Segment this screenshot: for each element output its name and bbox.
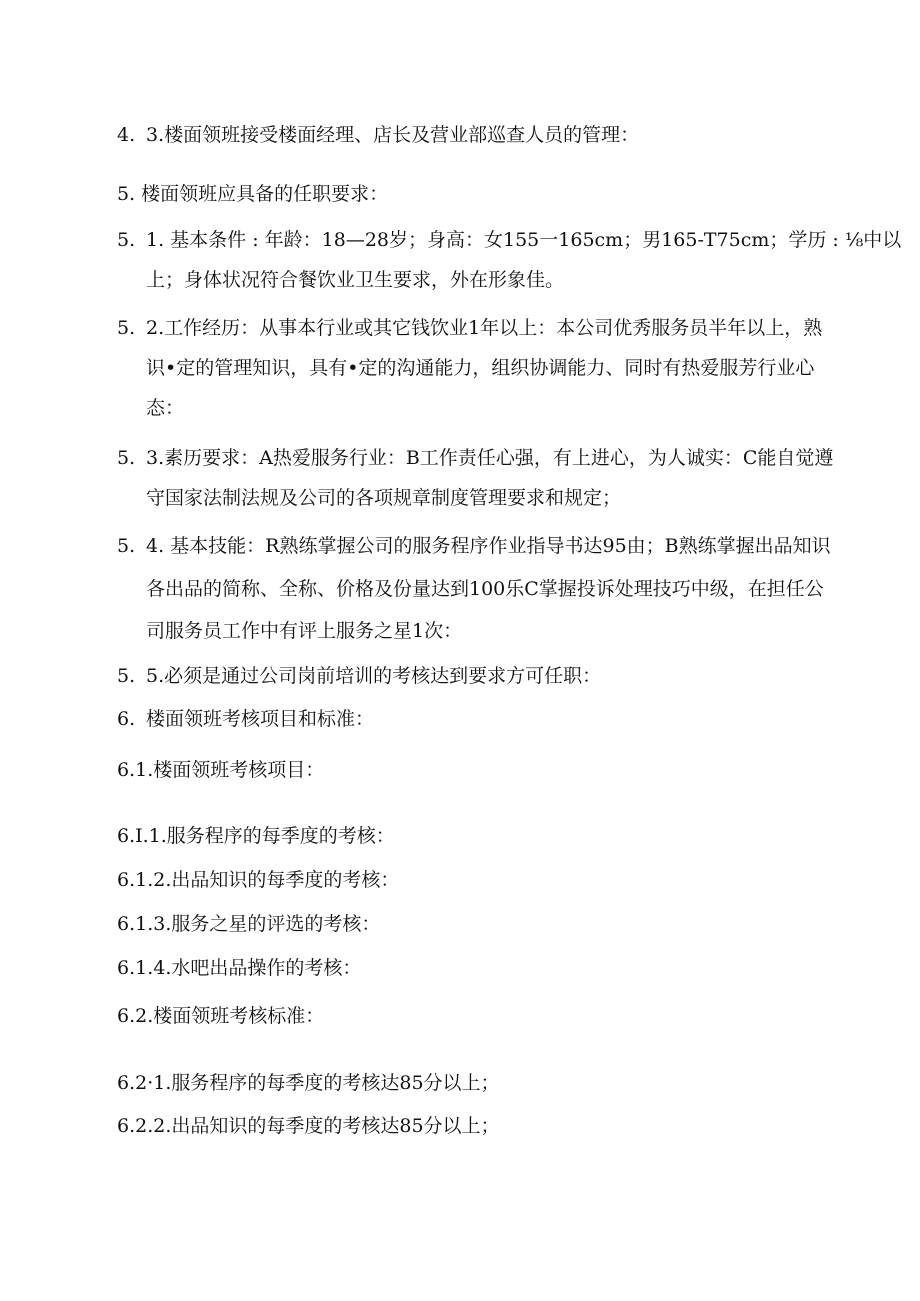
paragraph-5-2-continuation: 态： bbox=[146, 397, 185, 419]
item-text: 3.楼面领班接受楼面经理、店长及营业部巡查人员的管理： bbox=[146, 124, 640, 146]
item-number: 5. bbox=[117, 229, 136, 251]
item-text: 6.I.1.服务程序的每季度的考核： bbox=[117, 825, 395, 847]
item-text: 6.2.楼面领班考核标准： bbox=[117, 1005, 325, 1027]
item-number: 5. bbox=[117, 665, 136, 687]
item-text: 6.1.楼面领班考核项目： bbox=[117, 759, 325, 781]
paragraph-5-4-continuation: 各出品的简称、全称、价格及份量达到100乐C掌握投诉处理技巧中级，在担任公 bbox=[146, 578, 824, 600]
paragraph-5-1-continuation: 上；身体状况符合餐饮业卫生要求，外在形象佳。 bbox=[146, 269, 565, 291]
item-number: 5. bbox=[117, 535, 136, 557]
item-number: 6. bbox=[117, 708, 136, 730]
item-text: 5.必须是通过公司岗前培训的考核达到要求方可任职： bbox=[146, 665, 602, 687]
paragraph-5-4-continuation: 司服务员工作中有评上服务之星1次： bbox=[146, 620, 463, 642]
paragraph-5-3-continuation: 守国家法制法规及公司的各项规章制度管理要求和规定； bbox=[146, 487, 622, 509]
item-text: 楼面领班考核项目和标准： bbox=[146, 708, 375, 730]
item-text: 6.1.3.服务之星的评选的考核： bbox=[117, 913, 381, 935]
item-text: 4. 基本技能：R熟练掌握公司的服务程序作业指导书达95由；B熟练掌握出品知识 bbox=[146, 535, 831, 557]
item-number: 4. bbox=[117, 124, 136, 146]
item-text: 6.1.2.出品知识的每季度的考核： bbox=[117, 869, 400, 891]
item-text: 1. 基本条件 : 年龄：18—28岁；身高：女155一165cm；男165-T75cm；学历 : ⅛中以 bbox=[146, 229, 902, 251]
item-text: 2.工作经历：从事本行业或其它钱饮业1年以上：本公司优秀服务员半年以上，熟 bbox=[146, 317, 823, 339]
item-text: 6.2·1.服务程序的每季度的考核达85分以上； bbox=[117, 1072, 500, 1094]
section-heading-text: 5. 楼面领班应具备的任职要求： bbox=[117, 183, 389, 205]
item-number: 5. bbox=[117, 447, 136, 469]
paragraph-5-2-continuation: 识•定的管理知识，具有•定的沟通能力，组织协调能力、同时有热爱服芳行业心 bbox=[146, 357, 815, 379]
item-number: 5. bbox=[117, 317, 136, 339]
item-text: 6.2.2.出品知识的每季度的考核达85分以上； bbox=[117, 1115, 500, 1137]
item-text: 3.素历要求：A热爱服务行业：B工作责任心强，有上进心，为人诚实：C能自觉遵 bbox=[146, 447, 834, 469]
item-text: 6.1.4.水吧出品操作的考核： bbox=[117, 957, 362, 979]
